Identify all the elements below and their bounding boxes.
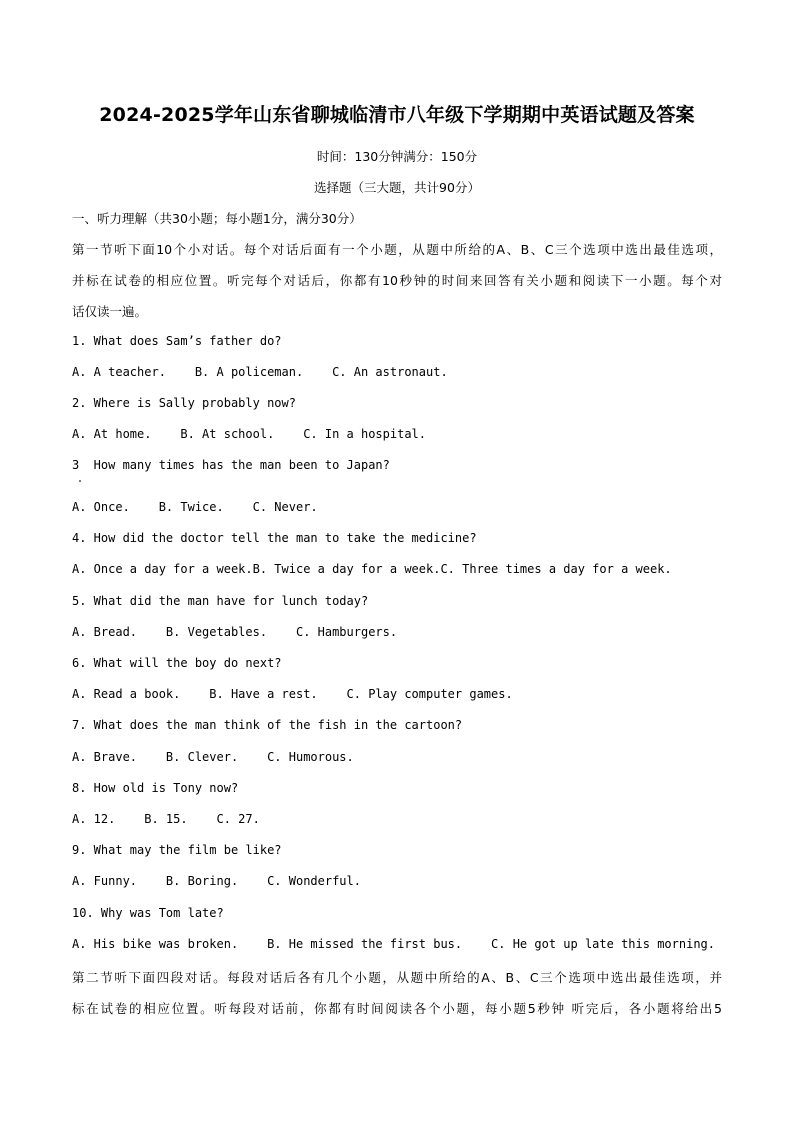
question-2-options: A. At home. B. At school. C. In a hospital. [72,427,427,441]
part-one-instructions-line-2: 并标在试卷的相应位置。听完每个对话后，你都有10秒钟的时间来回答有关小题和阅读下一小题。每个对 [72,273,722,288]
question-2: 2. Where is Sally probably now? [72,396,296,410]
question-8: 8. How old is Tony now? [72,781,239,795]
part-one-heading: 一、听力理解（共30小题；每小题1分，满分30分） [72,211,362,226]
question-6: 6. What will the boy do next? [72,656,282,670]
question-8-options: A. 12. B. 15. C. 27. [72,812,260,826]
question-1-options: A. A teacher. B. A policeman. C. An astronaut. [72,365,448,379]
question-1: 1. What does Sam’s father do? [72,334,282,348]
question-9-options: A. Funny. B. Boring. C. Wonderful. [72,874,361,888]
part-two-instructions-line-2: 标在试卷的相应位置。听每段对话前，你都有时间阅读各个小题，每小题5秒钟 听完后，各小题将给出5 [72,1001,722,1016]
question-9: 9. What may the film be like? [72,843,282,857]
question-7-options: A. Brave. B. Clever. C. Humorous. [72,750,354,764]
question-4-options: A. Once a day for a week.B. Twice a day for a week.C. Three times a day for a week. [72,562,672,576]
part-two-instructions-line-1: 第二节听下面四段对话。每段对话后各有几个小题，从题中所给的A、B、C三个选项中选出最佳选项，并 [72,970,722,985]
question-5-options: A. Bread. B. Vegetables. C. Hamburgers. [72,625,398,639]
question-4: 4. How did the doctor tell the man to take the medicine? [72,531,477,545]
document-title: 2024-2025学年山东省聊城临清市八年级下学期期中英语试题及答案 [99,104,695,126]
question-7: 7. What does the man think of the fish in the cartoon? [72,718,463,732]
question-3-options: A. Once. B. Twice. C. Never. [72,500,318,514]
part-one-instructions-line-3: 话仅读一遍。 [72,304,148,319]
part-one-instructions-line-1: 第一节听下面10个小对话。每个对话后面有一个小题，从题中所给的A、B、C三个选项中选出最佳选项， [72,242,722,257]
section-heading: 选择题（三大题，共计90分） [314,180,480,195]
question-5: 5. What did the man have for lunch today? [72,594,369,608]
stray-mark [79,480,81,482]
question-10-options: A. His bike was broken. B. He missed the first bus. C. He got up late this morning. [72,937,715,951]
question-6-options: A. Read a book. B. Have a rest. C. Play computer games. [72,687,513,701]
question-10: 10. Why was Tom late? [72,906,224,920]
time-info: 时间：130分钟满分：150分 [316,149,478,164]
question-3: 3 How many times has the man been to Japan? [72,458,390,472]
